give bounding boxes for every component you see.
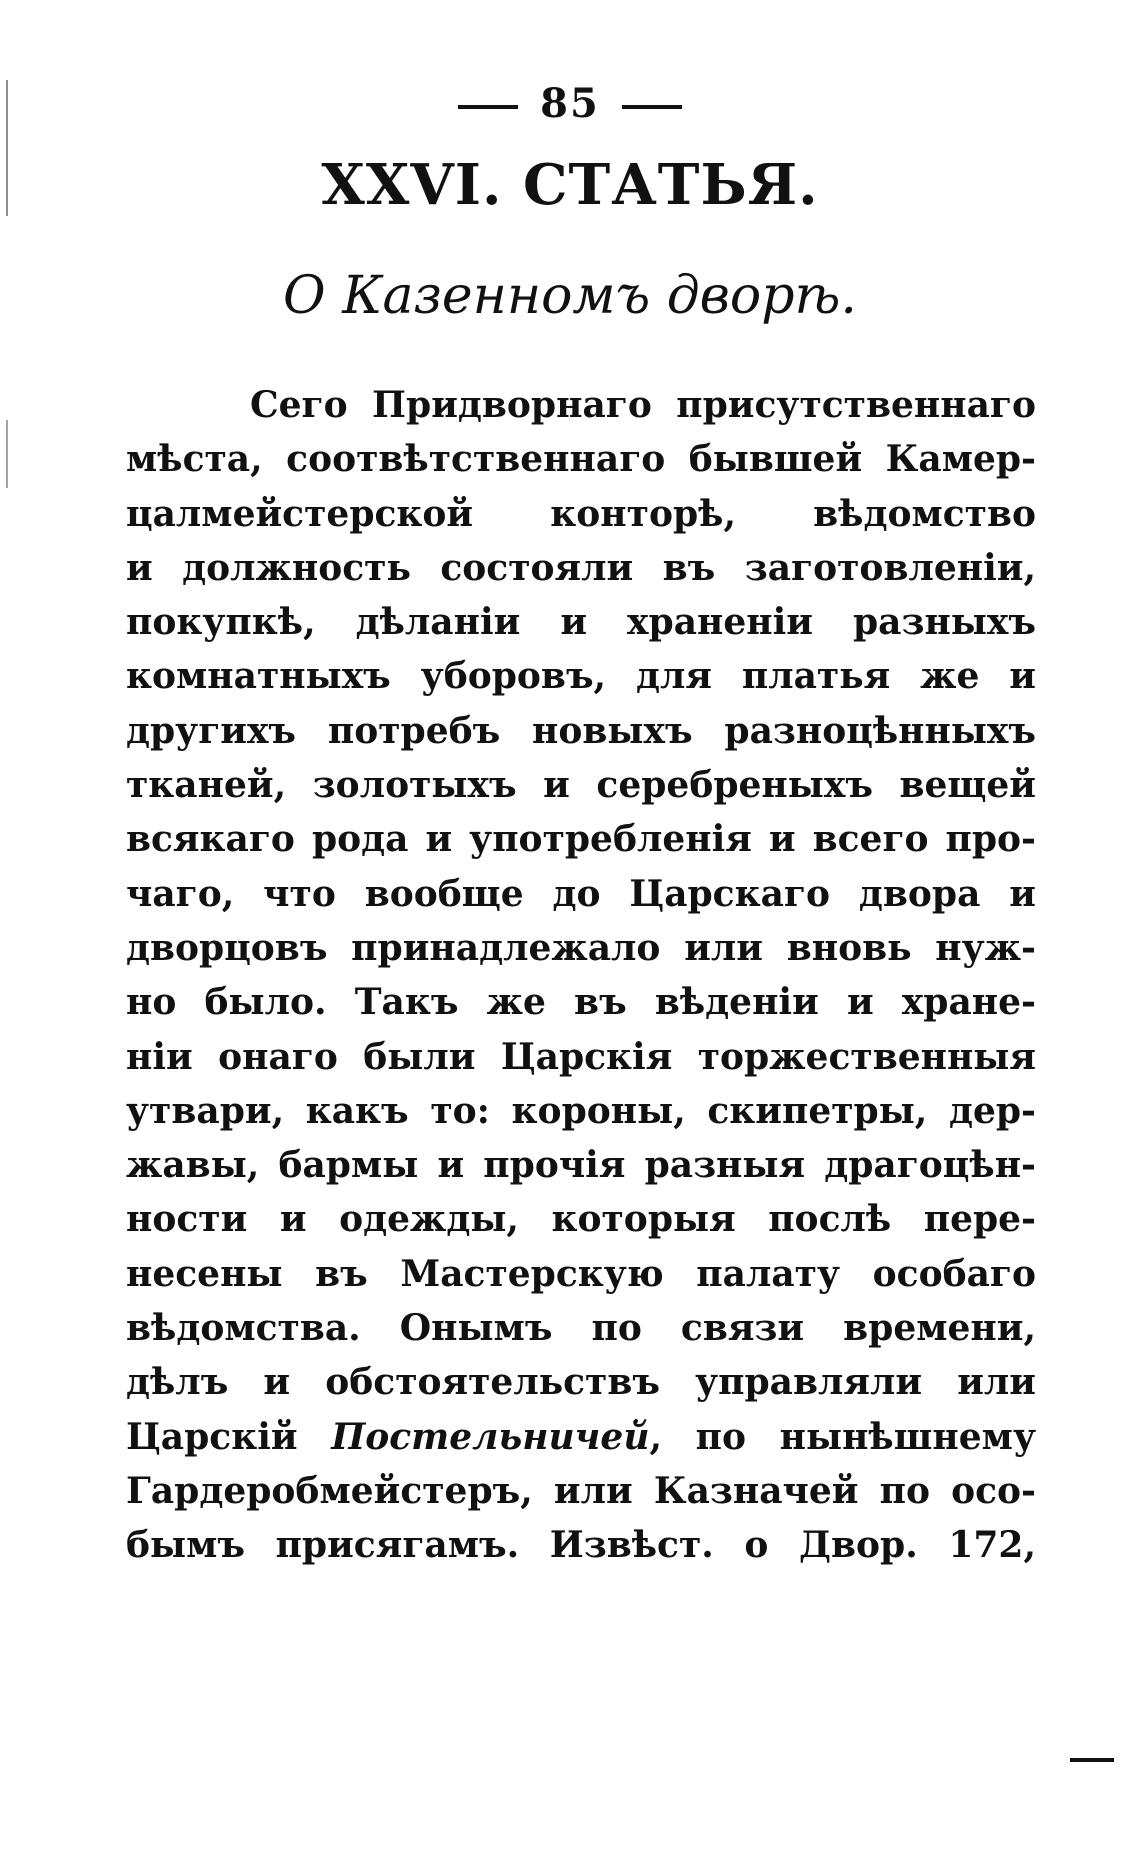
body-line: мѣста, соотвѣтственнаго бывшей Камер- [126,438,1036,481]
body-line: но было. Такъ же въ вѣденіи и хране- [126,981,1036,1024]
article-subtitle: О Казенномъ дворѣ. [283,266,857,326]
right-dash [622,105,682,109]
page-edge-shadow [6,80,8,1780]
body-line: другихъ потребъ новыхъ разноцѣнныхъ [126,709,1036,752]
body-line: вѣдомства. Онымъ по связи времени, [126,1307,1036,1350]
body-text-segment: Царскій [126,1415,298,1458]
page-number-header [0,80,1140,127]
body-line: ніи онаго были Царскія торжественныя [126,1035,1036,1078]
body-line: тканей, золотыхъ и серебреныхъ вещей [126,764,1036,807]
body-line: утвари, какъ то: короны, скипетры, дер- [126,1089,1036,1132]
body-line: Гардеробмейстеръ, или Казначей по осо- [126,1469,1036,1512]
body-line: ности и одежды, которыя послѣ пере- [126,1198,1036,1241]
body-line-mixed [126,1410,1036,1464]
body-line: несены въ Мастерскую палату особаго [126,1252,1036,1295]
footer-rule [1070,1758,1114,1762]
body-line: Сего Придворнаго присутственнаго [250,384,1036,426]
article-heading: XXVI. СТАТЬЯ. [321,152,819,218]
body-line: комнатныхъ уборовъ, для платья же и [126,655,1036,698]
body-line: и должность состояли въ заготовленіи, [126,546,1036,589]
body-line: цалмейстерской конторѣ, вѣдомство [126,492,1036,535]
body-line: бымъ присягамъ. Извѣст. о Двор. 172, [126,1524,1036,1567]
body-italic-term: Постельничей [331,1415,650,1458]
body-line: чаго, что вообще до Царскаго двора и [126,872,1036,915]
page-number: 85 [540,80,600,127]
body-line: всякаго рода и употребленія и всего про- [126,818,1036,861]
body-line: дѣлъ и обстоятельствъ управляли или [126,1361,1036,1404]
left-dash [458,105,518,109]
body-line: дворцовъ принадлежало или вновь нуж- [126,926,1036,969]
body-text-segment: , по нынѣшнему [649,1415,1036,1458]
body-line: жавы, бармы и прочія разныя драгоцѣн- [126,1144,1036,1187]
body-line: покупкѣ, дѣланіи и храненіи разныхъ [126,601,1036,644]
article-body [126,378,1036,1573]
